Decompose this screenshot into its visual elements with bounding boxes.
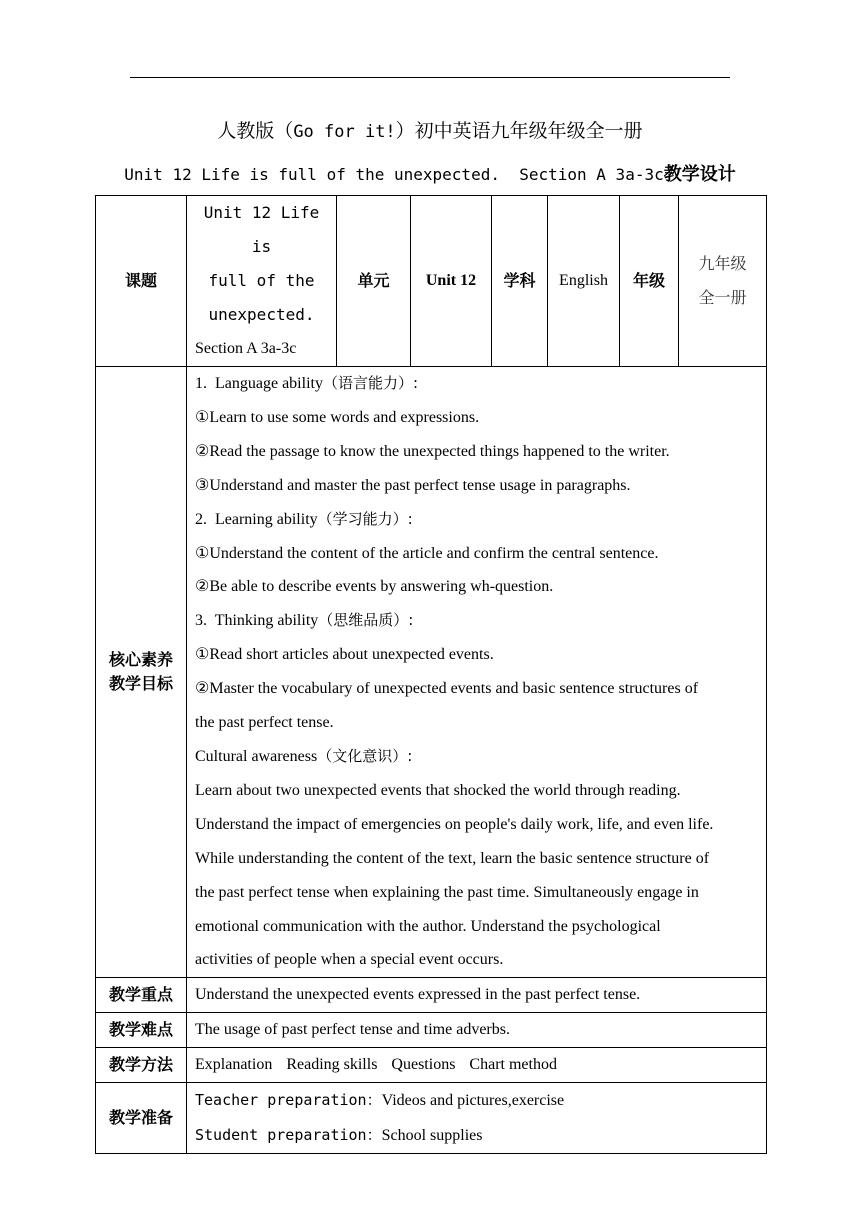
objective-item: ②Be able to describe events by answering wh-question. bbox=[195, 578, 554, 596]
objective-item: ③Understand and master the past perfect tense usage in paragraphs. bbox=[195, 476, 631, 494]
grade-value-line-2: 全一册 bbox=[698, 288, 747, 307]
objectives-label-line-2: 教学目标 bbox=[108, 674, 173, 694]
section-thinking-en: 3. Thinking ability bbox=[195, 612, 319, 630]
culture-line: the past perfect tense when explaining the past time. Simultaneously engage in bbox=[195, 883, 699, 901]
info-row bbox=[96, 196, 767, 367]
subtitle-design: 教学设计 bbox=[663, 164, 736, 185]
grade-value bbox=[679, 196, 767, 367]
objective-item: ②Read the passage to know the unexpected things happened to the writer. bbox=[195, 442, 670, 460]
section-culture-cn: （文化意识）: bbox=[317, 746, 413, 765]
culture-line: Learn about two unexpected events that shocked the world through reading. bbox=[195, 781, 681, 799]
preparation-content bbox=[187, 1083, 767, 1154]
unit-label: 单元 bbox=[337, 196, 411, 367]
title-prefix: 人教版（ bbox=[217, 120, 294, 142]
difficulties-text: The usage of past perfect tense and time adverbs. bbox=[187, 1013, 767, 1048]
section-learning-en: 2. Learning ability bbox=[195, 510, 318, 528]
difficulties-label: 教学难点 bbox=[96, 1013, 187, 1048]
student-preparation-label: Student preparation： bbox=[195, 1126, 382, 1145]
method-item: Chart method bbox=[469, 1056, 557, 1074]
header-rule bbox=[130, 77, 730, 78]
section-learning-title bbox=[195, 503, 758, 537]
culture-line: activities of people when a special event occurs. bbox=[195, 951, 504, 969]
methods-row bbox=[96, 1048, 767, 1083]
teacher-preparation-value: Videos and pictures,exercise bbox=[381, 1092, 565, 1110]
section-culture-en: Cultural awareness bbox=[195, 747, 318, 765]
section-language-en: 1. Language ability bbox=[195, 375, 323, 392]
lesson-line-2: full of the bbox=[208, 271, 315, 290]
lesson-line-1: Unit 12 Life is bbox=[203, 203, 320, 256]
title-series: Go for it! bbox=[293, 122, 396, 142]
objectives-content bbox=[187, 367, 767, 978]
preparation-label: 教学准备 bbox=[96, 1083, 187, 1154]
culture-line: While understanding the content of the text, learn the basic sentence structure of bbox=[195, 849, 710, 867]
subtitle-unit: Unit 12 Life is full of the unexpected. Section A 3a-3c bbox=[124, 165, 664, 184]
document-title bbox=[0, 116, 860, 143]
unit-value: Unit 12 bbox=[411, 196, 492, 367]
culture-line: emotional communication with the author. Understand the psychological bbox=[195, 917, 661, 935]
section-culture-title bbox=[195, 740, 758, 774]
method-item: Explanation bbox=[195, 1056, 273, 1074]
section-thinking-title bbox=[195, 604, 758, 638]
topic-label: 课题 bbox=[96, 196, 187, 367]
student-preparation bbox=[195, 1118, 758, 1153]
preparation-row bbox=[96, 1083, 767, 1154]
teacher-preparation-label: Teacher preparation： bbox=[195, 1091, 382, 1110]
objective-item: the past perfect tense. bbox=[195, 714, 334, 732]
teacher-preparation bbox=[195, 1083, 758, 1118]
title-suffix: ）初中英语九年级年级全一册 bbox=[395, 120, 643, 142]
lesson-plan-table bbox=[95, 195, 767, 1154]
section-language-title bbox=[195, 367, 758, 401]
key-points-label: 教学重点 bbox=[96, 978, 187, 1013]
subject-value: English bbox=[548, 196, 620, 367]
key-points-row bbox=[96, 978, 767, 1013]
method-item: Questions bbox=[391, 1056, 456, 1074]
difficulties-row bbox=[96, 1013, 767, 1048]
objectives-label bbox=[96, 367, 187, 978]
objective-item: ①Understand the content of the article and confirm the central sentence. bbox=[195, 544, 659, 562]
objectives-row bbox=[96, 367, 767, 978]
objective-item: ①Read short articles about unexpected events. bbox=[195, 646, 494, 664]
grade-label: 年级 bbox=[620, 196, 679, 367]
methods-label: 教学方法 bbox=[96, 1048, 187, 1083]
lesson-line-4: Section A 3a-3c bbox=[195, 340, 297, 357]
subject-label: 学科 bbox=[492, 196, 548, 367]
objective-item: ②Master the vocabulary of unexpected events and basic sentence structures of bbox=[195, 680, 699, 698]
culture-line: Understand the impact of emergencies on people's daily work, life, and even life. bbox=[195, 815, 714, 833]
section-language-cn: （语言能力）: bbox=[322, 374, 419, 392]
document-subtitle bbox=[0, 160, 860, 186]
student-preparation-value: School supplies bbox=[381, 1127, 483, 1145]
lesson-title-cell bbox=[187, 196, 337, 367]
objectives-label-line-1: 核心素养 bbox=[108, 650, 173, 670]
key-points-text: Understand the unexpected events expressed in the past perfect tense. bbox=[187, 978, 767, 1013]
objective-item: ①Learn to use some words and expressions. bbox=[195, 408, 480, 426]
grade-value-line-1: 九年级 bbox=[698, 254, 747, 273]
method-item: Reading skills bbox=[286, 1056, 378, 1074]
methods-list bbox=[187, 1048, 767, 1083]
section-learning-cn: （学习能力）: bbox=[317, 509, 413, 528]
section-thinking-cn: （思维品质）: bbox=[318, 611, 414, 630]
lesson-line-3: unexpected. bbox=[208, 305, 315, 324]
